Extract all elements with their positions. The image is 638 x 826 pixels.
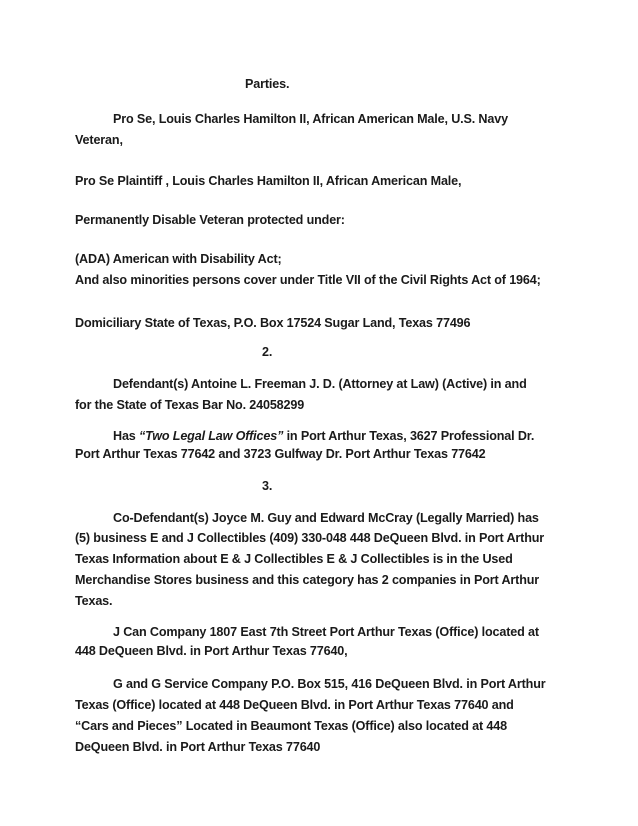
paragraph-line: Permanently Disable Veteran protected under:: [75, 213, 345, 227]
paragraph-line: Texas Information about E & J Collectibles E & J Collectibles is in the Used: [75, 552, 513, 566]
paragraph-line: (ADA) American with Disability Act;: [75, 252, 282, 266]
text-run: in Port Arthur Texas, 3627 Professional Dr.: [283, 429, 535, 443]
paragraph-line: Domiciliary State of Texas, P.O. Box 17524 Sugar Land, Texas 77496: [75, 316, 471, 330]
section-heading: Parties.: [245, 77, 290, 91]
paragraph-line: Veteran,: [75, 133, 123, 147]
paragraph-line: [113, 428, 534, 444]
text-run: Has: [113, 429, 140, 443]
paragraph-line: Port Arthur Texas 77642 and 3723 Gulfway Dr. Port Arthur Texas 77642: [75, 447, 486, 461]
paragraph-line: Defendant(s) Antoine L. Freeman J. D. (Attorney at Law) (Active) in and: [113, 377, 527, 391]
paragraph-line: for the State of Texas Bar No. 24058299: [75, 398, 305, 412]
paragraph-line: 448 DeQueen Blvd. in Port Arthur Texas 77640,: [75, 644, 348, 658]
paragraph-line: “Cars and Pieces” Located in Beaumont Texas (Office) also located at 448: [75, 719, 507, 733]
paragraph-line: Texas.: [75, 594, 113, 608]
paragraph-line: Pro Se, Louis Charles Hamilton II, African American Male, U.S. Navy: [113, 112, 508, 126]
italic-text-run: “Two Legal Law Offices”: [139, 429, 284, 443]
paragraph-line: Co-Defendant(s) Joyce M. Guy and Edward McCray (Legally Married) has: [113, 511, 539, 525]
section-number: 2.: [262, 345, 273, 359]
paragraph-line: Pro Se Plaintiff , Louis Charles Hamilton II, African American Male,: [75, 174, 462, 188]
paragraph-line: [75, 530, 544, 546]
section-number: 3.: [262, 479, 273, 493]
paragraph-line: J Can Company 1807 East 7th Street Port Arthur Texas (Office) located at: [113, 625, 539, 639]
paragraph-line: And also minorities persons cover under Title VII of the Civil Rights Act of 1964;: [75, 273, 541, 287]
paragraph-line: G and G Service Company P.O. Box 515, 416 DeQueen Blvd. in Port Arthur: [113, 677, 546, 691]
paragraph-line: Texas (Office) located at 448 DeQueen Blvd. in Port Arthur Texas 77640 and: [75, 698, 514, 712]
text-run: (5) business: [75, 531, 151, 545]
paragraph-line: DeQueen Blvd. in Port Arthur Texas 77640: [75, 740, 321, 754]
paragraph-line: Merchandise Stores business and this category has 2 companies in Port Arthur: [75, 573, 540, 587]
text-run: E and J Collectibles (409) 330-048 448 DeQueen Blvd. in Port Arthur: [150, 531, 545, 545]
